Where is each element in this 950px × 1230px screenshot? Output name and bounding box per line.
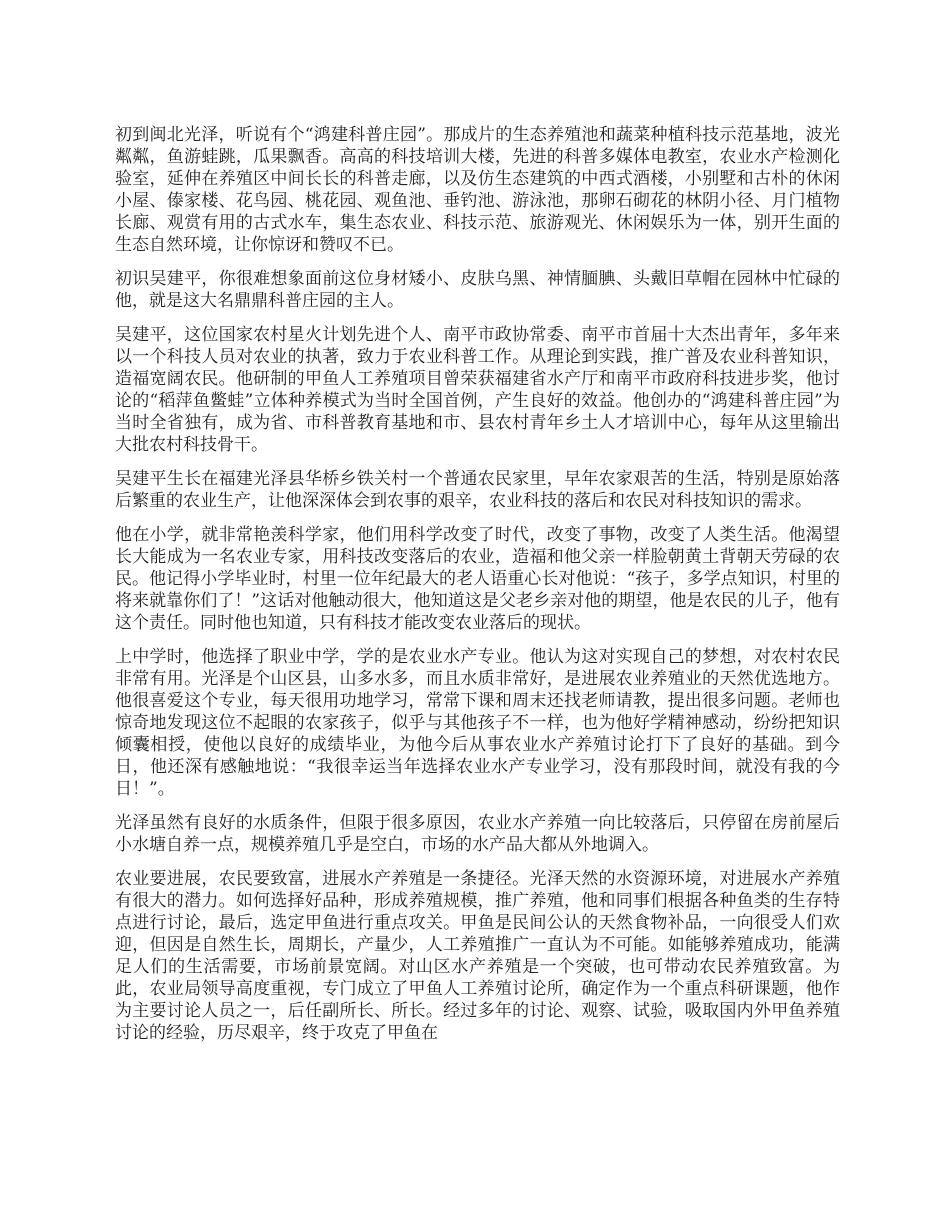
paragraph: 农业要进展，农民要致富，进展水产养殖是一条捷径。光泽天然的水资源环境，对进展水产养殖有很大的潜力。如何选择好品种，形成养殖规模，推广养殖，他和同事们根据各种鱼类的生存特点进行讨论，最后，选定甲鱼进行重点攻关。甲鱼是民间公认的天然食物补品，一向很受人们欢迎，但因是自然生长，周期长，产量少，人工养殖推广一直认为不可能。如能够养殖成功，能满足人们的生活需要，市场前景宽阔。对山区水产养殖是一个突破，也可带动农民养殖致富。为此，农业局领导高度重视，专门成立了甲鱼人工养殖讨论所，确定作为一个重点科研课题，他作为主要讨论人员之一，后任副所长、所长。经过多年的讨论、观察、试验，吸取国内外甲鱼养殖讨论的经验，历尽艰辛，终于攻克了甲鱼在 [115, 869, 840, 1043]
paragraph: 光泽虽然有良好的水质条件，但限于很多原因，农业水产养殖一向比较落后，只停留在房前屋后小水塘自养一点，规模养殖几乎是空白，市场的水产品大都从外地调入。 [115, 813, 840, 855]
paragraph: 初识吴建平，你很难想象面前这位身材矮小、皮肤乌黑、神情腼腆、头戴旧草帽在园林中忙碌的他，就是这大名鼎鼎科普庄园的主人。 [115, 269, 840, 311]
document-page [115, 124, 840, 1056]
paragraph: 吴建平，这位国家农村星火计划先进个人、南平市政协常委、南平市首届十大杰出青年，多年来以一个科技人员对农业的执著，致力于农业科普工作。从理论到实践，推广普及农业科普知识，造福宽阔农民。他研制的甲鱼人工养殖项目曾荣获福建省水产厅和南平市政府科技进步奖，他讨论的“稻萍鱼鳖蛙”立体种养模式为当时全国首例，产生良好的效益。他创办的“鸿建科普庄园”为当时全省独有，成为省、市科普教育基地和市、县农村青年乡土人才培训中心，每年从这里输出大批农村科技骨干。 [115, 325, 840, 455]
paragraph: 初到闽北光泽，听说有个“鸿建科普庄园”。那成片的生态养殖池和蔬菜种植科技示范基地，波光粼粼，鱼游蛙跳，瓜果飘香。高高的科技培训大楼，先进的科普多媒体电教室，农业水产检测化验室，延伸在养殖区中间长长的科普走廊，以及仿生态建筑的中西式酒楼，小别墅和古朴的休闲小屋、傣家楼、花鸟园、桃花园、观鱼池、垂钓池、游泳池，那卵石砌花的林阴小径、月门植物长廊、观赏有用的古式水车，集生态农业、科技示范、旅游观光、休闲娱乐为一体，别开生面的生态自然环境，让你惊讶和赞叹不已。 [115, 125, 840, 255]
paragraph: 上中学时，他选择了职业中学，学的是农业水产专业。他认为这对实现自己的梦想，对农村农民非常有用。光泽是个山区县，山多水多，而且水质非常好，是进展农业养殖业的天然优选地方。他很喜爱这个专业，每天很用功地学习，常常下课和周末还找老师请教，提出很多问题。老师也惊奇地发现这位不起眼的农家孩子，似乎与其他孩子不一样，也为他好学精神感动，纷纷把知识倾囊相授，使他以良好的成绩毕业，为他今后从事农业水产养殖讨论打下了良好的基础。到今日，他还深有感触地说：“我很幸运当年选择农业水产专业学习，没有那段时间，就没有我的今日！”。 [115, 647, 840, 799]
paragraph: 他在小学，就非常艳羡科学家，他们用科学改变了时代，改变了事物，改变了人类生活。他渴望长大能成为一名农业专家，用科技改变落后的农业，造福和他父亲一样脸朝黄土背朝天劳碌的农民。他记得小学毕业时，村里一位年纪最大的老人语重心长对他说：“孩子，多学点知识，村里的将来就靠你们了！”这话对他触动很大，他知道这是父老乡亲对他的期望，他是农民的儿子，他有这个责任。同时他也知道，只有科技才能改变农业落后的现状。 [115, 525, 840, 633]
paragraph: 吴建平生长在福建光泽县华桥乡铁关村一个普通农民家里，早年农家艰苦的生活，特别是原始落后繁重的农业生产，让他深深体会到农事的艰辛，农业科技的落后和农民对科技知识的需求。 [115, 469, 840, 511]
